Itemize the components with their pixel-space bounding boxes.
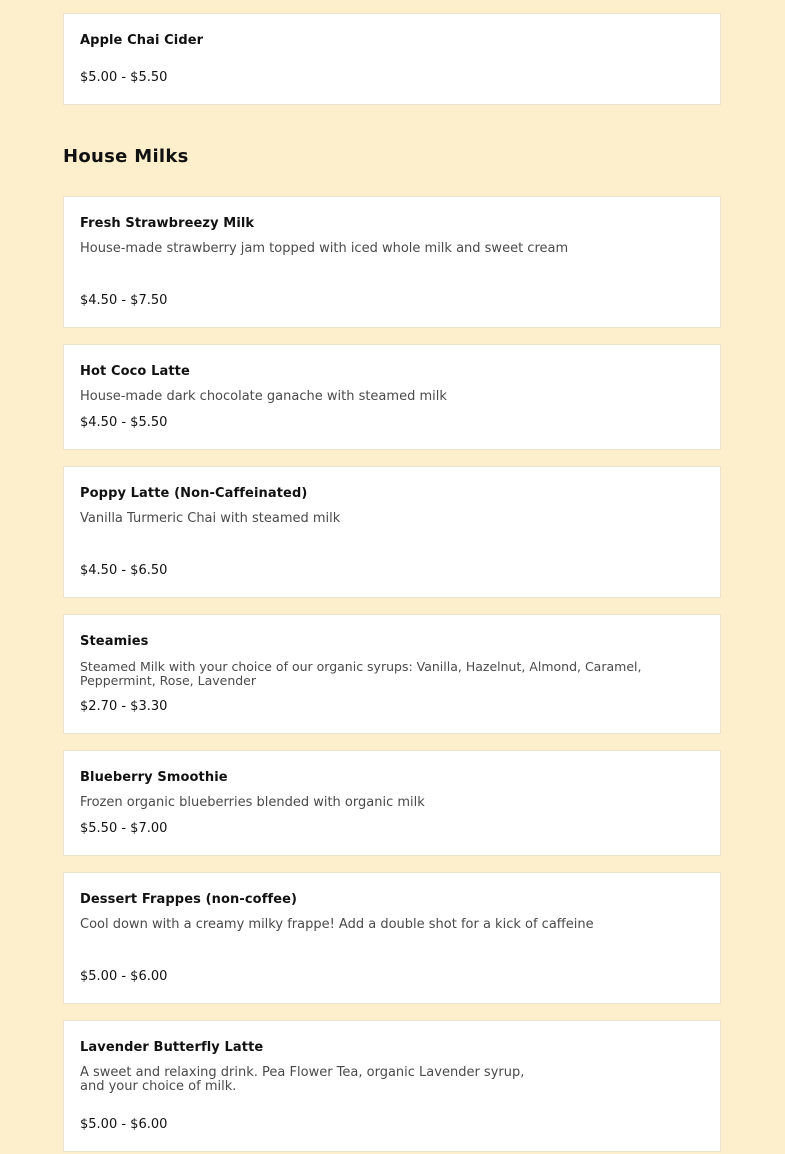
- menu-item-price: $5.50 - $7.00: [80, 821, 168, 836]
- menu-item-card[interactable]: [63, 196, 721, 328]
- menu-item-description: Vanilla Turmeric Chai with steamed milk: [80, 511, 341, 526]
- menu-item-card[interactable]: [63, 344, 721, 450]
- menu-item-card[interactable]: [63, 614, 721, 734]
- menu-item-card[interactable]: [63, 466, 721, 598]
- menu-item-name: Steamies: [80, 634, 149, 649]
- menu-item-description: Cool down with a creamy milky frappe! Add a double shot for a kick of caffeine: [80, 917, 594, 932]
- menu-item-price: $4.50 - $5.50: [80, 415, 168, 430]
- section-title: House Milks: [63, 146, 189, 167]
- menu-item-card[interactable]: [63, 1020, 721, 1152]
- menu-item-name: Hot Coco Latte: [80, 364, 190, 379]
- menu-item-description: Steamed Milk with your choice of our organic syrups: Vanilla, Hazelnut, Almond, Caramel, Peppermint, Rose, Lavender: [80, 659, 642, 688]
- menu-item-card[interactable]: [63, 13, 721, 105]
- menu-item-name: Blueberry Smoothie: [80, 770, 228, 785]
- menu-item-card[interactable]: [63, 872, 721, 1004]
- menu-item-price: $4.50 - $6.50: [80, 563, 168, 578]
- menu-item-price: $2.70 - $3.30: [80, 699, 168, 714]
- menu-item-name: Dessert Frappes (non-coffee): [80, 892, 298, 907]
- menu-item-name: Fresh Strawbreezy Milk: [80, 216, 255, 231]
- menu-item-description: House-made dark chocolate ganache with steamed milk: [80, 389, 447, 404]
- menu-item-description: House-made strawberry jam topped with iced whole milk and sweet cream: [80, 241, 569, 256]
- menu-item-card[interactable]: [63, 750, 721, 856]
- menu-item-price: $4.50 - $7.50: [80, 293, 168, 308]
- menu-item-description: Frozen organic blueberries blended with organic milk: [80, 795, 425, 810]
- menu-item-name: Lavender Butterfly Latte: [80, 1040, 264, 1055]
- menu-item-price: $5.00 - $5.50: [80, 70, 168, 85]
- menu-item-name: Apple Chai Cider: [80, 33, 204, 48]
- menu-item-price: $5.00 - $6.00: [80, 1117, 168, 1132]
- menu-item-name: Poppy Latte (Non-Caffeinated): [80, 486, 308, 501]
- menu-item-price: $5.00 - $6.00: [80, 969, 168, 984]
- menu-item-description: A sweet and relaxing drink. Pea Flower Tea, organic Lavender syrup, and your choice of milk.: [80, 1065, 525, 1094]
